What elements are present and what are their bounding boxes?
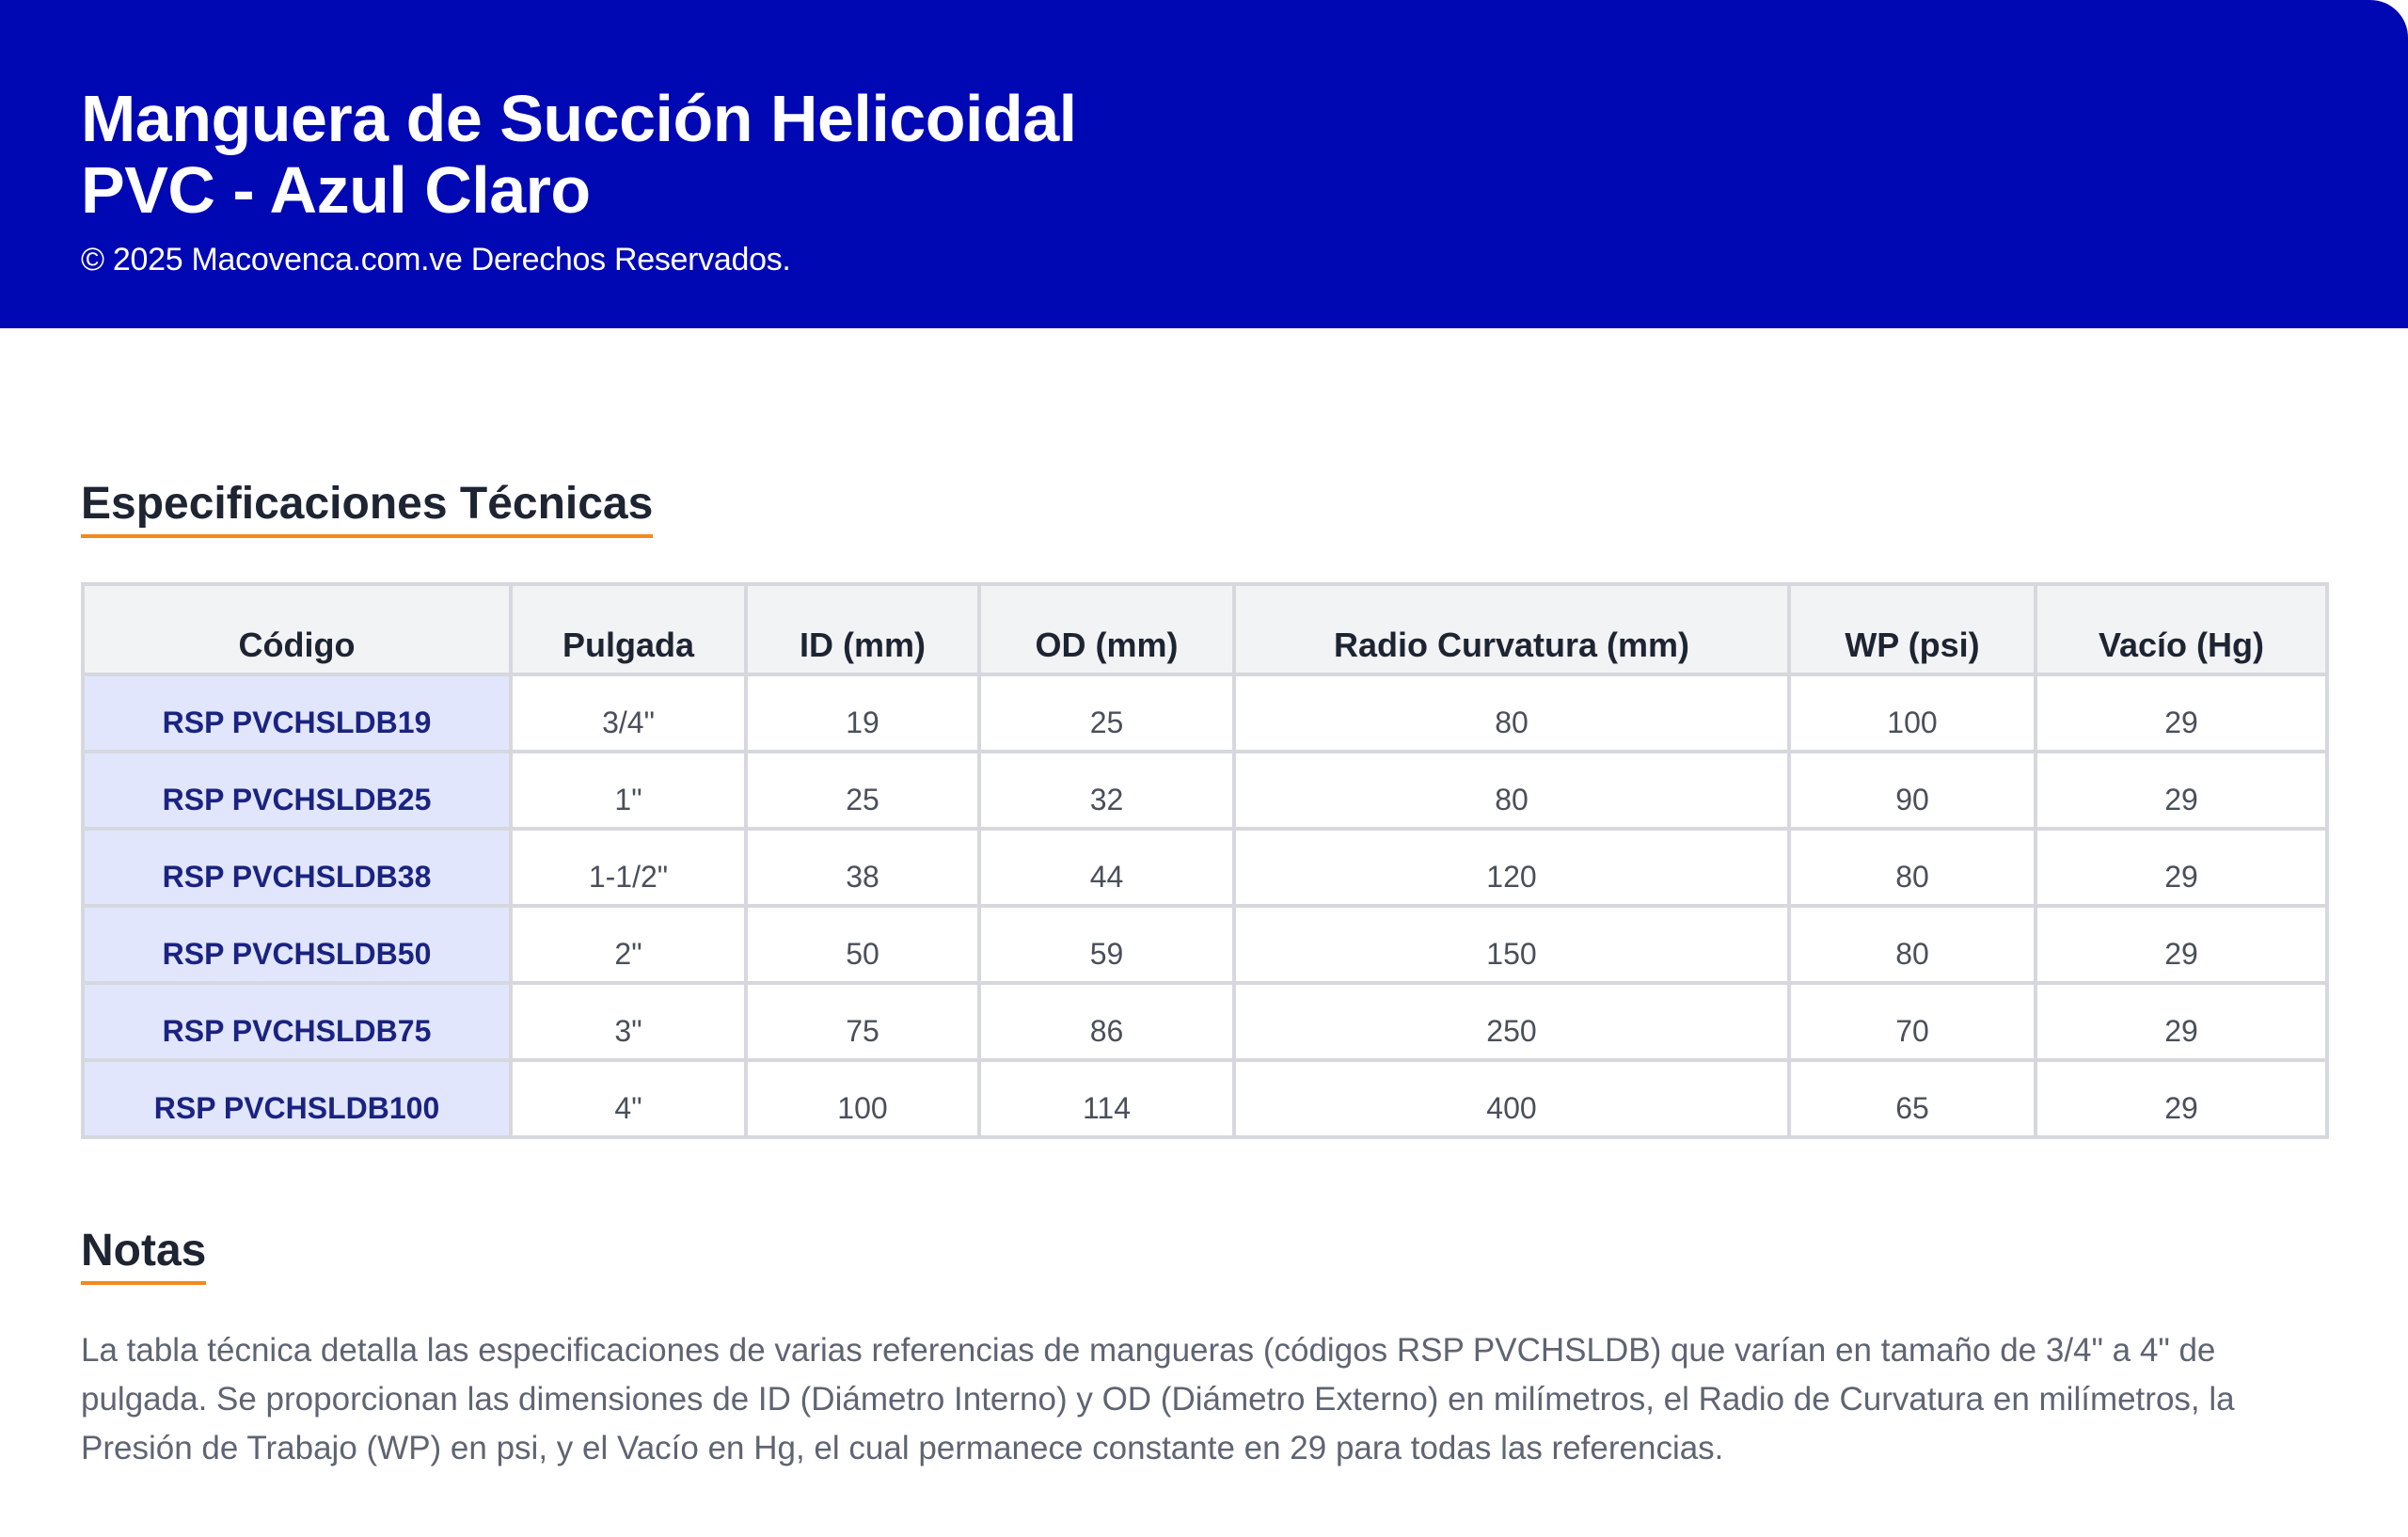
column-header: OD (mm) [979,584,1234,674]
table-cell: 1-1/2" [511,829,746,906]
table-cell: 3" [511,983,746,1060]
column-header: Radio Curvatura (mm) [1234,584,1789,674]
table-cell: 59 [979,906,1234,983]
table-cell: 19 [746,674,979,752]
notes-section-title: Notas [81,1225,206,1285]
table-row [83,674,2327,752]
table-cell: 75 [746,983,979,1060]
table-cell: 3/4" [511,674,746,752]
table-cell: 29 [2036,752,2327,829]
table-cell: 32 [979,752,1234,829]
table-cell: 1" [511,752,746,829]
table-cell: 29 [2036,1060,2327,1137]
table-cell: 100 [1789,674,2036,752]
table-cell: 250 [1234,983,1789,1060]
table-cell: 80 [1234,752,1789,829]
table-cell: 100 [746,1060,979,1137]
column-header: WP (psi) [1789,584,2036,674]
table-cell: 90 [1789,752,2036,829]
table-cell: 25 [746,752,979,829]
table-cell: 44 [979,829,1234,906]
table-row [83,983,2327,1060]
table-cell: 2" [511,906,746,983]
table-cell: 70 [1789,983,2036,1060]
page-title-line-1: Manguera de Succión Helicoidal [81,82,1077,155]
code-cell: RSP PVCHSLDB25 [83,752,511,829]
code-cell: RSP PVCHSLDB75 [83,983,511,1060]
table-cell: 80 [1234,674,1789,752]
column-header: Código [83,584,511,674]
specs-table [81,582,2329,1139]
table-row [83,829,2327,906]
code-cell: RSP PVCHSLDB38 [83,829,511,906]
table-cell: 29 [2036,983,2327,1060]
table-cell: 38 [746,829,979,906]
table-cell: 4" [511,1060,746,1137]
code-cell: RSP PVCHSLDB50 [83,906,511,983]
header-banner [0,0,2408,328]
table-cell: 65 [1789,1060,2036,1137]
notes-paragraph: La tabla técnica detalla las especificaciones de varias referencias de mangueras (códigos RSP PVCHSLDB) que varían en tamaño de 3/4" a 4" de pulgada. Se proporcionan las dimensiones de ID (Diámetro Interno) y OD (Diámetro Externo) en milímetros, el Radio de Curvatura en milímetros, la Presión de Trabajo (WP) en psi, y el Vacío en Hg, el cual permanece constante en 29 para todas las referencias. [81,1332,2235,1466]
page-title-line-2: PVC - Azul Claro [81,153,591,227]
column-header: ID (mm) [746,584,979,674]
table-cell: 86 [979,983,1234,1060]
table-row [83,1060,2327,1137]
table-cell: 120 [1234,829,1789,906]
table-cell: 80 [1789,906,2036,983]
table-cell: 50 [746,906,979,983]
table-header-row [83,584,2327,674]
table-row [83,752,2327,829]
code-cell: RSP PVCHSLDB19 [83,674,511,752]
table-cell: 29 [2036,906,2327,983]
table-row [83,906,2327,983]
table-cell: 150 [1234,906,1789,983]
page-title [81,83,1398,226]
table-cell: 29 [2036,674,2327,752]
specs-section-title: Especificaciones Técnicas [81,478,653,538]
table-cell: 29 [2036,829,2327,906]
copyright-text: © 2025 Macovenca.com.ve Derechos Reservados. [81,242,791,277]
column-header: Pulgada [511,584,746,674]
table-cell: 114 [979,1060,1234,1137]
table-cell: 25 [979,674,1234,752]
column-header: Vacío (Hg) [2036,584,2327,674]
table-cell: 80 [1789,829,2036,906]
code-cell: RSP PVCHSLDB100 [83,1060,511,1137]
table-cell: 400 [1234,1060,1789,1137]
